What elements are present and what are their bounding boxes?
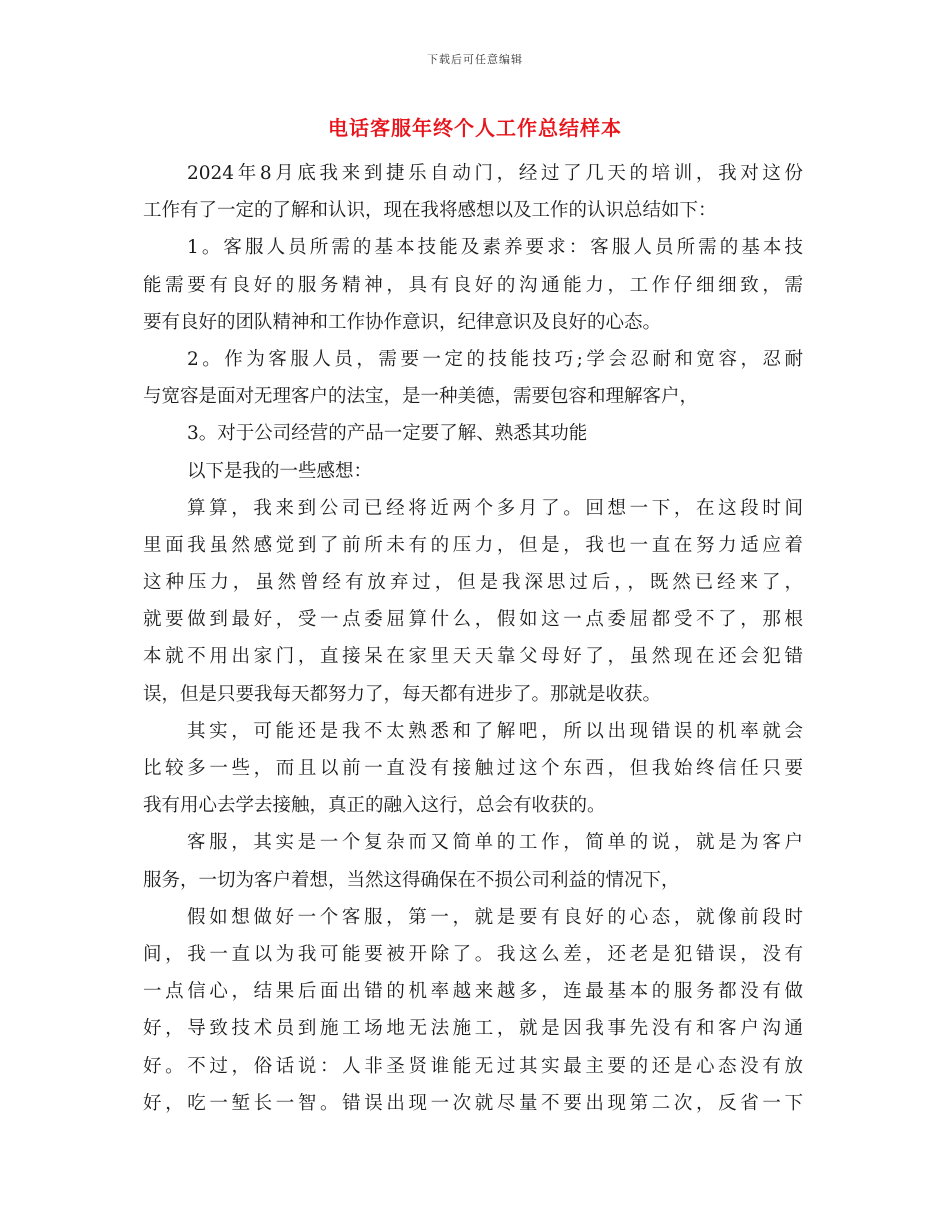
paragraph-line: 工作有了一定的了解和认识，现在我将感想以及工作的认识总结如下：	[143, 200, 717, 222]
paragraph-line: 好，导致技术员到施工场地无法施工，就是因我事先没有和客户沟通	[143, 1018, 803, 1040]
paragraph-line: 2024年8月底我来到捷乐自动门，经过了几天的培训，我对这份	[187, 163, 803, 184]
paragraph-line: 服务，一切为客户着想，当然这得确保在不损公司利益的情况下，	[143, 869, 680, 891]
document-title: 电话客服年终个人工作总结样本	[328, 116, 622, 140]
paragraph-line: 好。不过，俗话说：人非圣贤谁能无过其实最主要的还是心态没有放	[143, 1055, 803, 1077]
paragraph-line: 里面我虽然感觉到了前所未有的压力，但是，我也一直在努力适应着	[143, 534, 803, 556]
paragraph-line: 我有用心去学去接触，真正的融入这行，总会有收获的。	[143, 795, 606, 817]
paragraph-line: 算算，我来到公司已经将近两个多月了。回想一下，在这段时间	[187, 497, 803, 519]
page-header-note: 下载后可任意编辑	[427, 53, 523, 66]
paragraph-line: 2。作为客服人员，需要一定的技能技巧;学会忍耐和宽容，忍耐	[187, 348, 803, 370]
paragraph-line: 要有良好的团队精神和工作协作意识，纪律意识及良好的心态。	[143, 311, 662, 333]
paragraph-line: 误，但是只要我每天都努力了，每天都有进步了。那就是收获。	[143, 683, 662, 705]
paragraph-line: 客服，其实是一个复杂而又简单的工作，简单的说，就是为客户	[187, 832, 803, 854]
paragraph-line: 能需要有良好的服务精神，具有良好的沟通能力，工作仔细细致，需	[143, 274, 803, 296]
paragraph-line: 其实，可能还是我不太熟悉和了解吧，所以出现错误的机率就会	[187, 720, 803, 742]
paragraph-line: 间，我一直以为我可能要被开除了。我这么差，还老是犯错误，没有	[143, 943, 803, 965]
paragraph-line: 就要做到最好，受一点委屈算什么，假如这一点委屈都受不了，那根	[143, 609, 803, 631]
paragraph-line: 3。对于公司经营的产品一定要了解、熟悉其功能	[187, 423, 588, 445]
paragraph-line: 一点信心，结果后面出错的机率越来越多，连最基本的服务都没有做	[143, 981, 803, 1003]
paragraph-line: 与宽容是面对无理客户的法宝，是一种美德，需要包容和理解客户，	[143, 386, 699, 408]
paragraph-line: 假如想做好一个客服，第一，就是要有良好的心态，就像前段时	[187, 906, 803, 928]
document-body	[143, 155, 803, 1122]
paragraph-line: 1。客服人员所需的基本技能及素养要求：客服人员所需的基本技	[187, 237, 803, 259]
paragraph-line: 以下是我的一些感想：	[187, 460, 373, 482]
paragraph-line: 本就不用出家门，直接呆在家里天天靠父母好了，虽然现在还会犯错	[143, 646, 803, 668]
paragraph-line: 好，吃一堑长一智。错误出现一次就尽量不要出现第二次，反省一下	[143, 1092, 803, 1114]
paragraph-line: 比较多一些，而且以前一直没有接触过这个东西，但我始终信任只要	[143, 758, 803, 779]
paragraph-line: 这种压力，虽然曾经有放弃过，但是我深思过后，，既然已经来了，	[143, 572, 803, 594]
